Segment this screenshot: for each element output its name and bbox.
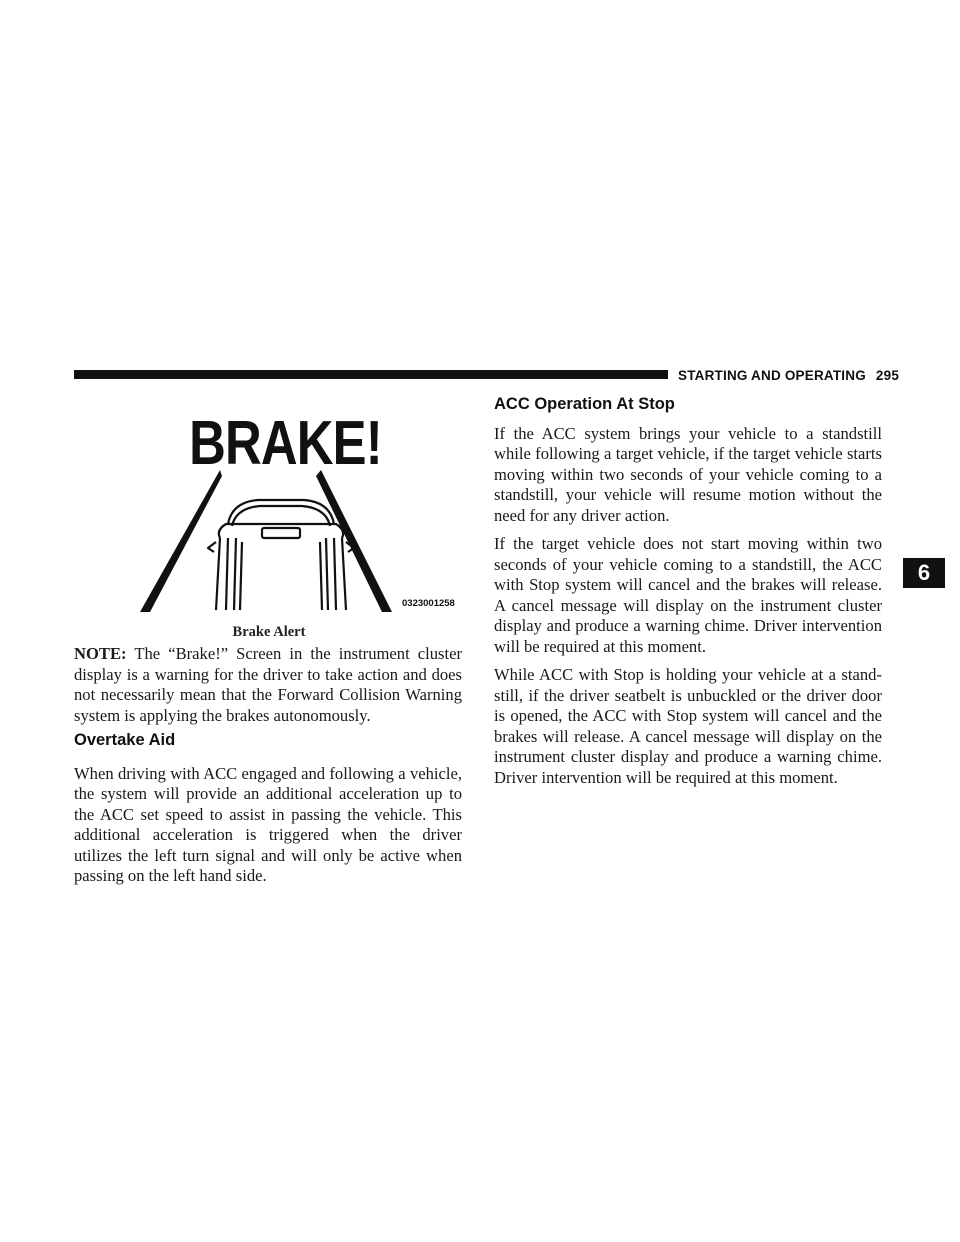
- figure-caption: Brake Alert: [232, 624, 306, 640]
- acc-stop-section: [494, 394, 882, 788]
- acc-stop-paragraph: If the target vehicle does not start moving within two seconds of your vehicle coming to a standstill, the ACC with Stop system will cancel and the brakes will release. A cancel message will display on the instrument cluster display and produce a warning chime. Driver intervention will be required at this moment.: [494, 534, 882, 656]
- chapter-tab: 6: [903, 558, 945, 588]
- header-rule: [74, 370, 668, 379]
- running-header: [678, 368, 899, 383]
- note-label: NOTE:: [74, 644, 127, 663]
- acc-stop-paragraph: If the ACC system brings your vehicle to a standstill while following a target vehicle, if the target vehicle starts moving within two seconds of your vehicle coming to a standstill, your vehicle will resume motion without the need for any driver action.: [494, 423, 882, 525]
- overtake-aid-heading: Overtake Aid: [74, 731, 176, 749]
- note-block: [74, 644, 462, 726]
- overtake-aid-paragraph: When driving with ACC engaged and following a vehicle, the system will provide an additional acceleration up to the ACC set speed to assist in passing the vehicle. This additional acceleration is triggered when the driver utilizes the left turn signal and will only be active when passing on the left hand side.: [74, 763, 462, 885]
- left-lane-line: [140, 470, 222, 612]
- acc-stop-paragraph: While ACC with Stop is holding your vehicle at a stand-still, if the driver seatbelt is unbuckled or the driver door is opened, the ACC with Stop system will cancel and the brakes will release. A cancel message will display on the instrument cluster display and produce a warning chime. Driver intervention will be required at this moment.: [494, 665, 882, 787]
- brake-alert-figure: [136, 409, 464, 614]
- figure-code: 0323001258: [402, 598, 455, 609]
- note-text: The “Brake!” Screen in the instrument cluster display is a warning for the driver to take action and does not necessarily mean that the Forward Collision Warning system is applying the brakes autonomously.: [74, 644, 462, 725]
- page-number: 295: [875, 368, 900, 383]
- overtake-aid-section: [74, 730, 462, 887]
- note-paragraph: [74, 644, 462, 726]
- acc-stop-heading: ACC Operation At Stop: [494, 395, 675, 413]
- vehicle-outline: [208, 500, 354, 610]
- brake-warning-text: BRAKE!: [189, 409, 382, 478]
- section-title: STARTING AND OPERATING: [678, 368, 866, 383]
